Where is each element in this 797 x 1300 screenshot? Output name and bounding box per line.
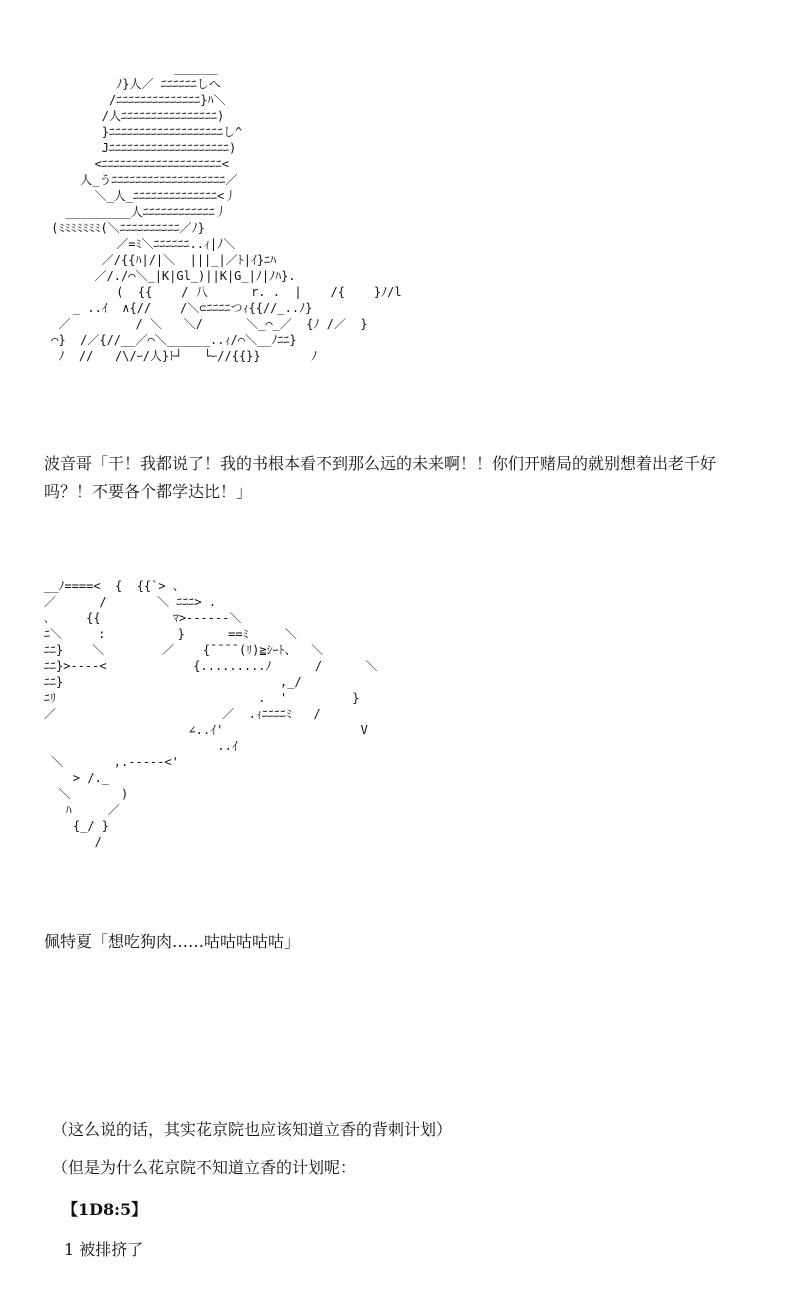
ascii-art-character-top: ______ ﾉ}人／ ﾆﾆﾆﾆﾆﾆしへ /ﾆﾆﾆﾆﾆﾆﾆﾆﾆﾆﾆﾆﾆﾆ}ﾊ＼ /人ﾆﾆﾆﾆﾆﾆﾆﾆﾆﾆﾆﾆﾆﾆﾆﾆ) }ﾆﾆﾆﾆﾆﾆﾆﾆﾆﾆﾆﾆﾆﾆﾆﾆﾆﾆﾆし^ Jﾆﾆﾆﾆﾆﾆﾆﾆﾆﾆﾆﾆﾆﾆﾆﾆﾆﾆﾆﾆ) <ﾆﾆﾆﾆﾆﾆﾆﾆﾆﾆﾆﾆﾆﾆﾆﾆﾆﾆﾆﾆ< 人_うﾆﾆﾆﾆﾆﾆﾆﾆﾆﾆﾆﾆﾆﾆﾆﾆﾆﾆﾆ／ ＼_人_ﾆﾆﾆﾆﾆﾆﾆﾆﾆﾆﾆﾆﾆﾆ<丿 _________人ﾆﾆﾆﾆﾆﾆﾆﾆﾆﾆﾆﾆ丿 (ﾐﾐﾐﾐﾐﾐﾐ(＼ﾆﾆﾆﾆﾆﾆﾆﾆﾆﾆ／ﾉ} ／=ﾐ＼ﾆﾆﾆﾆﾆﾆ..ｨ|ﾉ＼ ／/{{ﾊ|/|＼ |||_|／ﾄ|ｲ}ﾆﾊ ／/./⌒＼_|K|Gl_)||K|G_|ﾉ|ﾉﾊ}. ( {{ / 八 r. . | /{ }ﾉ/l _ ..ｲ ∧{// /＼⊂ﾆﾆﾆﾆつｨ{{//_..ﾉ} ／ / ＼ ＼/ ＼_⌒_／ {ﾉ /／ } ⌒} /／{//__／⌒＼______..ｨ/⌒＼__ﾉﾆﾆ} ﾉ // /\/ｰ/人}ﾄ┘ └ｰ//{{}} ﾉ: [51, 61, 402, 363]
narration-line-1: （这么说的话，其实花京院也应该知道立香的背刺计划）: [52, 1120, 453, 1139]
dice-roll-result: 【1D8:5】: [62, 1200, 148, 1219]
option-item-1: 1 被排挤了: [64, 1240, 144, 1259]
dialogue-line-2: 佩特夏「想吃狗肉……咕咕咕咕咕」: [44, 932, 301, 951]
narration-line-2: （但是为什么花京院不知道立香的计划呢：: [52, 1158, 357, 1177]
dialogue-line-1: 波音哥「干！我都说了！我的书根本看不到那么远的未来啊！！你们开赌局的就别想着出老千好吗？！不要各个都学达比！」: [44, 454, 717, 501]
ascii-art-character-bottom: __ﾉ====< { {{`> 、 ／ / ＼ ﾆﾆﾆ> . ､ {{ ﾏ>------＼ ﾆ＼ : } ==ﾐ ＼ ﾆﾆ} ＼ ／ {¯¯¯¯(ﾘ)≧ｼｰﾄ、 ＼ ﾆﾆ}>----< {.........ﾉ / ＼ ﾆﾆ} ,_/ ﾆﾘ . ' } ／ ／ .ｨﾆﾆﾆﾆﾐ / ∠..ｲ' V ..ｲ ＼ ,.-----<' > /._ ＼ ) ﾊ ／ {_/ } /: [44, 579, 378, 849]
